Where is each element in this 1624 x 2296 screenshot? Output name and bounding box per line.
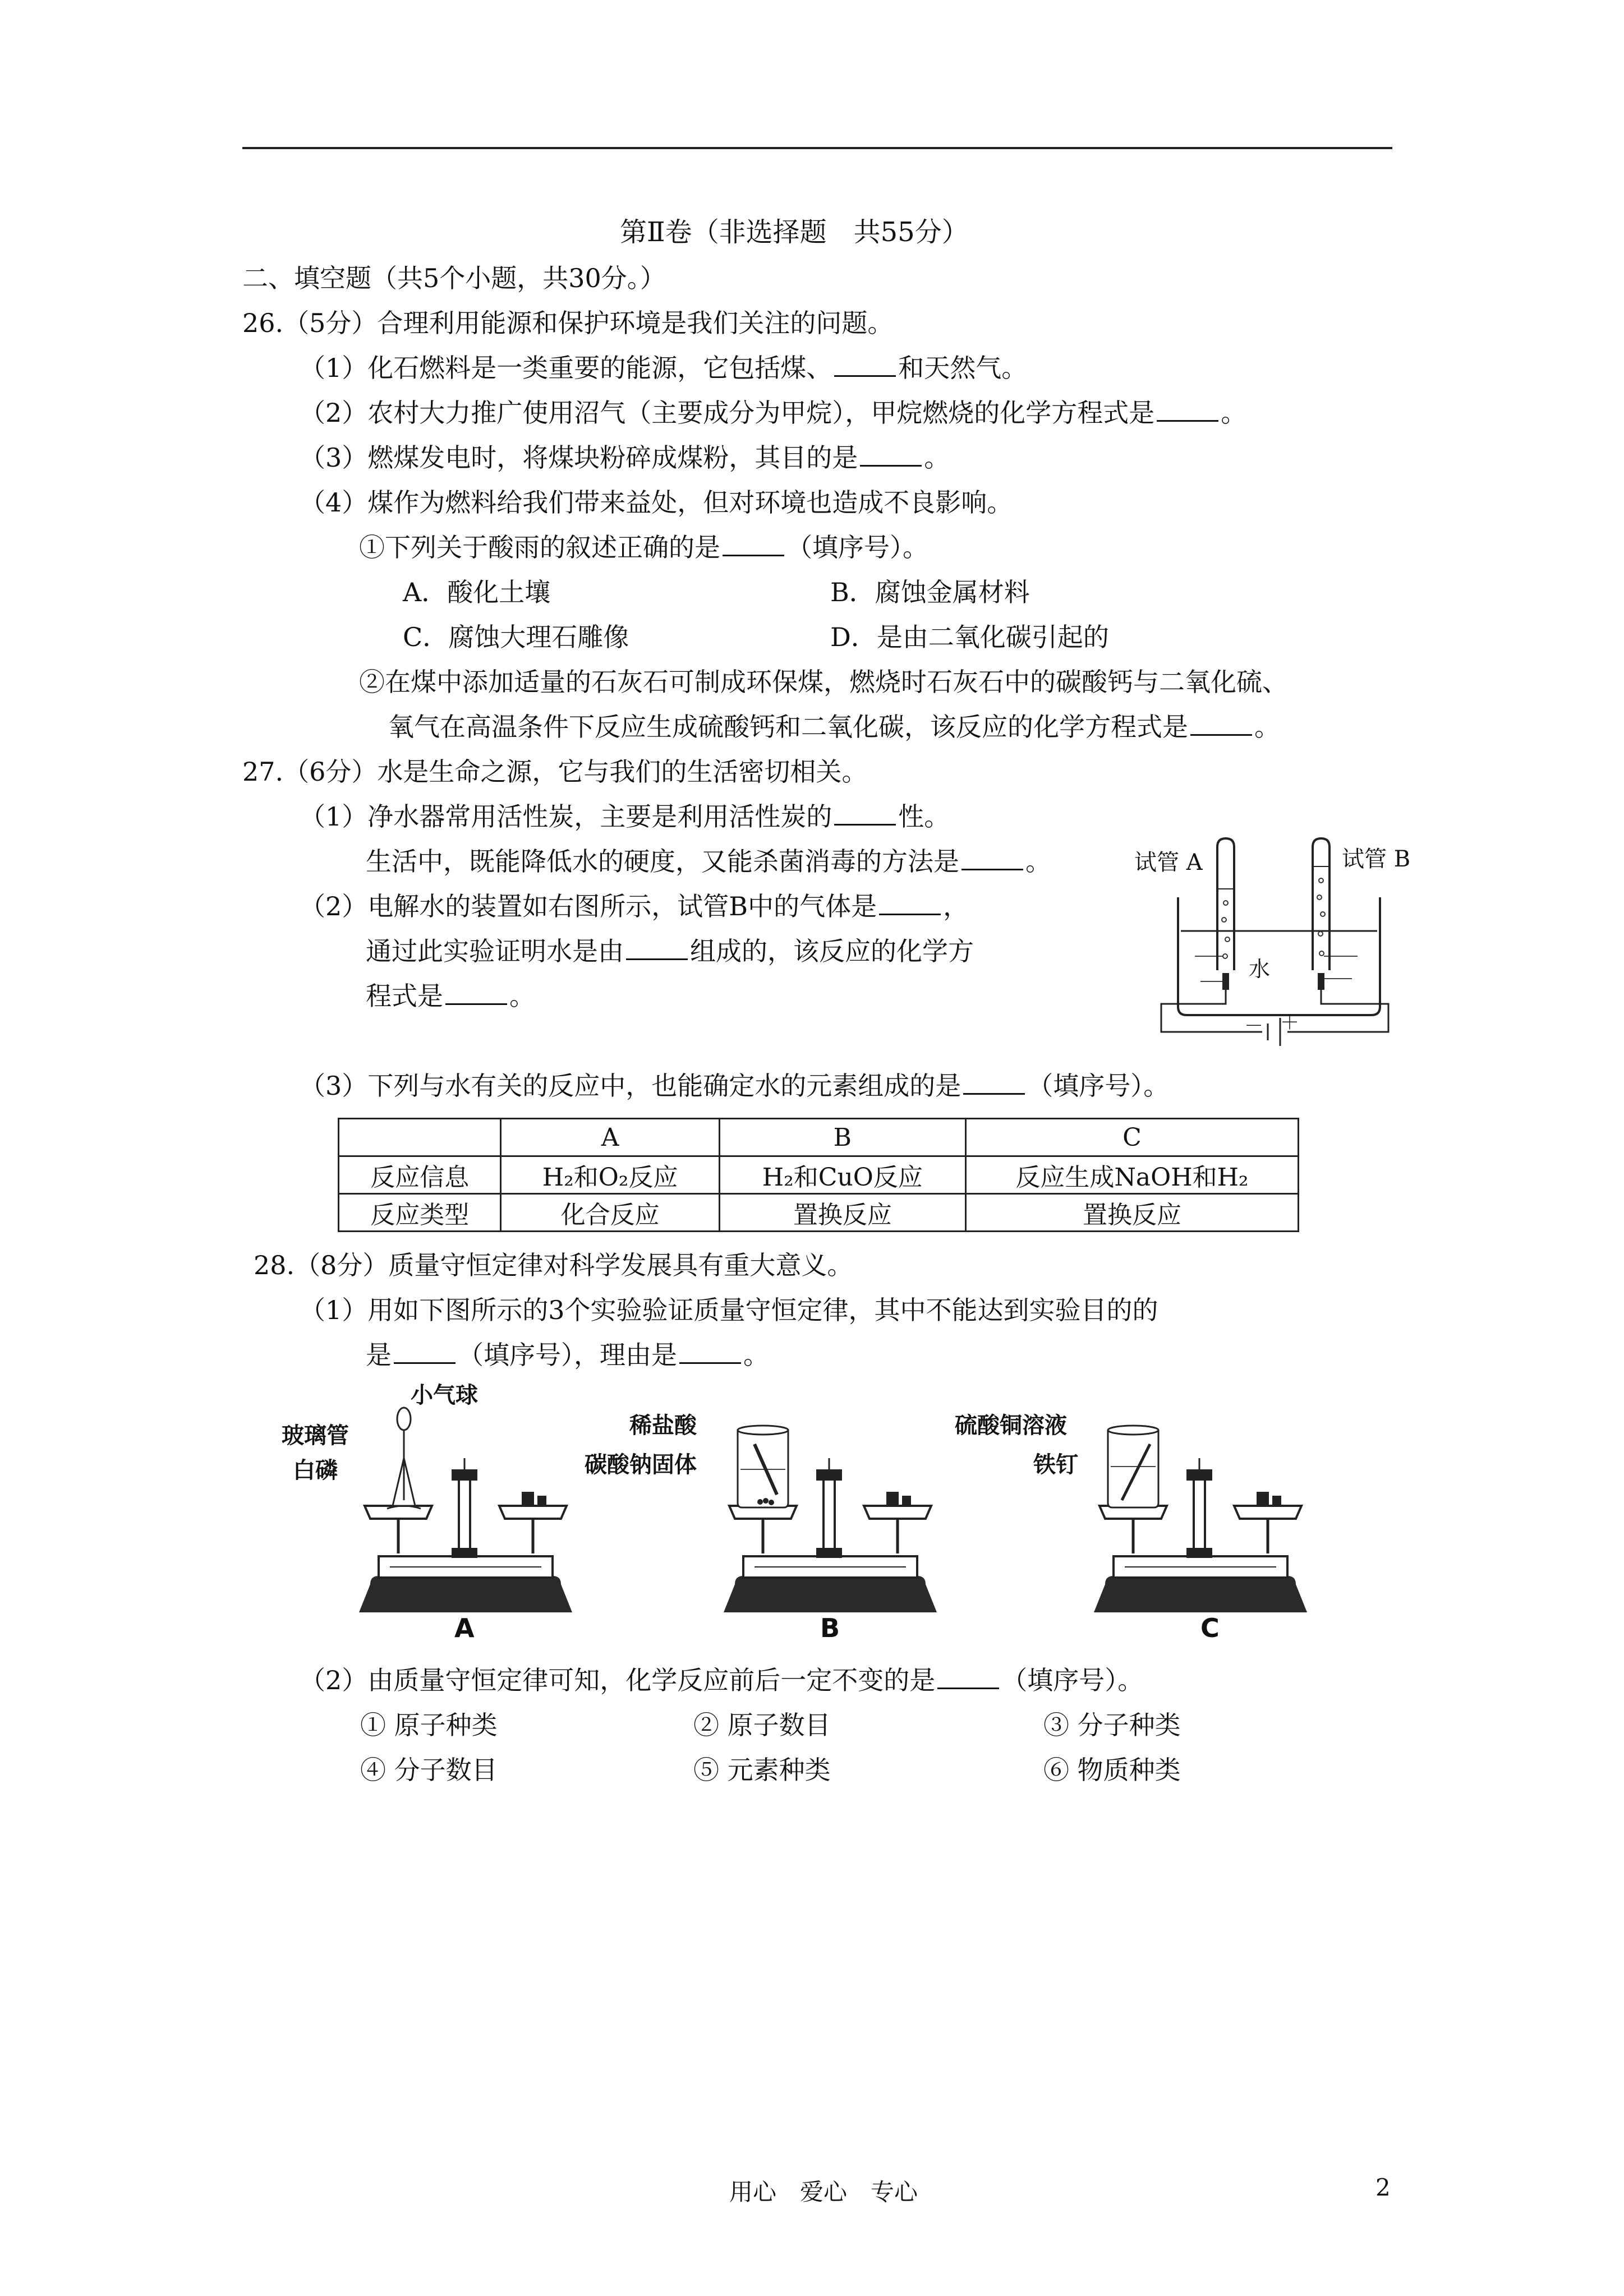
table-cell: H₂和O₂反应: [501, 1156, 719, 1194]
balloon-label: 小气球: [411, 1382, 478, 1408]
q28-sub1-line1: （1）用如下图所示的3个实验验证质量守恒定律，其中不能达到实验目的的: [300, 1295, 1158, 1325]
answer-blank[interactable]: [937, 1665, 999, 1689]
section-title: 第Ⅱ卷（非选择题 共55分）: [620, 216, 969, 248]
answer-blank[interactable]: [1190, 712, 1252, 736]
option-5: ⑤ 元素种类: [693, 1755, 831, 1785]
table-cell: 反应生成NaOH和H₂: [965, 1156, 1298, 1194]
q26-sub4a: ①下列关于酸雨的叙述正确的是 （填序号）。: [359, 532, 928, 563]
answer-blank[interactable]: [394, 1340, 456, 1364]
answer-blank[interactable]: [834, 353, 896, 377]
table-header-row: [339, 1119, 1299, 1156]
option-4: ④ 分子数目: [360, 1755, 498, 1785]
answer-blank[interactable]: [860, 442, 922, 467]
q27-sub3: （3）下列与水有关的反应中，也能确定水的元素组成的是 （填序号）。: [300, 1071, 1170, 1101]
balance-scale-c: [1083, 1391, 1318, 1626]
electrolysis-diagram: [1156, 836, 1391, 1049]
answer-blank[interactable]: [679, 1340, 741, 1364]
reaction-table: [338, 1118, 1299, 1232]
q28-sub2: （2）由质量守恒定律可知，化学反应前后一定不变的是 （填序号）。: [300, 1665, 1144, 1695]
option-3: ③ 分子种类: [1043, 1710, 1181, 1740]
table-cell: 反应类型: [339, 1194, 501, 1232]
option-6: ⑥ 物质种类: [1043, 1755, 1181, 1785]
figure-caption-b: B: [820, 1613, 840, 1643]
figure-caption-a: A: [454, 1613, 475, 1643]
battery-plus: ＋: [1280, 1012, 1299, 1034]
header-rule: [242, 147, 1392, 149]
solid-label: 碳酸钠固体: [585, 1452, 697, 1478]
table-cell: B: [719, 1119, 965, 1156]
tube-b-label: 试管 B: [1342, 846, 1411, 872]
q26-sub4b-line1: ②在煤中添加适量的石灰石可制成环保煤，燃烧时石灰石中的碳酸钙与二氧化硫、: [359, 667, 1288, 697]
balance-scale-b: [712, 1391, 948, 1626]
table-cell: [339, 1119, 501, 1156]
q26-sub2: （2）农村大力推广使用沼气（主要成分为甲烷），甲烷燃烧的化学方程式是 。: [300, 398, 1247, 428]
q27-sub2b: 通过此实验证明水是由 组成的，该反应的化学方: [366, 936, 974, 966]
answer-blank[interactable]: [1157, 398, 1218, 422]
solution-label: 硫酸铜溶液: [955, 1413, 1067, 1439]
phosphorus-label: 白磷: [293, 1458, 338, 1483]
answer-blank[interactable]: [879, 891, 941, 915]
answer-blank[interactable]: [834, 801, 896, 826]
option-2: ② 原子数目: [693, 1710, 831, 1740]
q28-sub1-line2: 是 （填序号），理由是 。: [366, 1340, 769, 1370]
table-row: [339, 1194, 1299, 1232]
table-cell: C: [965, 1119, 1298, 1156]
option-1: ① 原子种类: [360, 1710, 498, 1740]
footer-motto: 用心 爱心 专心: [729, 2178, 918, 2206]
q26-sub1: （1）化石燃料是一类重要的能源，它包括煤、 和天然气。: [300, 353, 1028, 383]
q27-sub2c: 程式是 。: [366, 981, 535, 1011]
table-cell: 置换反应: [965, 1194, 1298, 1232]
answer-blank[interactable]: [626, 936, 688, 960]
q27-stem: 27.（6分）水是生命之源，它与我们的生活密切相关。: [242, 757, 868, 787]
nail-label: 铁钉: [1033, 1452, 1078, 1478]
answer-blank[interactable]: [723, 532, 784, 556]
tube-a-label: 试管 A: [1134, 850, 1203, 875]
option-b: B．腐蚀金属材料: [830, 577, 1030, 607]
q26-stem: 26.（5分）合理利用能源和保护环境是我们关注的问题。: [242, 308, 894, 338]
q26-sub4b-line2: 氧气在高温条件下反应生成硫酸钙和二氧化碳，该反应的化学方程式是 。: [388, 712, 1280, 742]
answer-blank[interactable]: [445, 981, 507, 1005]
answer-blank[interactable]: [963, 1071, 1025, 1095]
option-a: A．酸化土壤: [403, 577, 551, 607]
q27-sub1b: 生活中，既能降低水的硬度，又能杀菌消毒的方法是 。: [366, 846, 1051, 877]
part-heading: 二、填空题（共5个小题，共30分。）: [242, 263, 666, 293]
table-row: [339, 1156, 1299, 1194]
q27-sub1a: （1）净水器常用活性炭，主要是利用活性炭的 性。: [300, 801, 950, 832]
page-number: 2: [1375, 2174, 1391, 2201]
table-cell: H₂和CuO反应: [719, 1156, 965, 1194]
table-cell: 化合反应: [501, 1194, 719, 1232]
battery-minus: －: [1244, 1015, 1263, 1038]
option-d: D．是由二氧化碳引起的: [830, 622, 1109, 652]
q26-sub4: （4）煤作为燃料给我们带来益处，但对环境也造成不良影响。: [300, 487, 1013, 518]
water-label: 水: [1246, 957, 1272, 981]
option-c: C．腐蚀大理石雕像: [403, 622, 629, 652]
acid-label: 稀盐酸: [629, 1413, 697, 1439]
balance-scale-a: [348, 1391, 583, 1626]
table-cell: A: [501, 1119, 719, 1156]
q27-sub2a: （2）电解水的装置如右图所示，试管B中的气体是 ，: [300, 891, 969, 921]
table-cell: 反应信息: [339, 1156, 501, 1194]
q28-stem: 28.（8分）质量守恒定律对科学发展具有重大意义。: [254, 1250, 853, 1280]
q26-sub3: （3）燃煤发电时，将煤块粉碎成煤粉，其目的是 。: [300, 442, 950, 473]
answer-blank[interactable]: [961, 846, 1023, 870]
figure-caption-c: C: [1200, 1613, 1220, 1643]
glass-tube-label: 玻璃管: [282, 1423, 349, 1449]
table-cell: 置换反应: [719, 1194, 965, 1232]
